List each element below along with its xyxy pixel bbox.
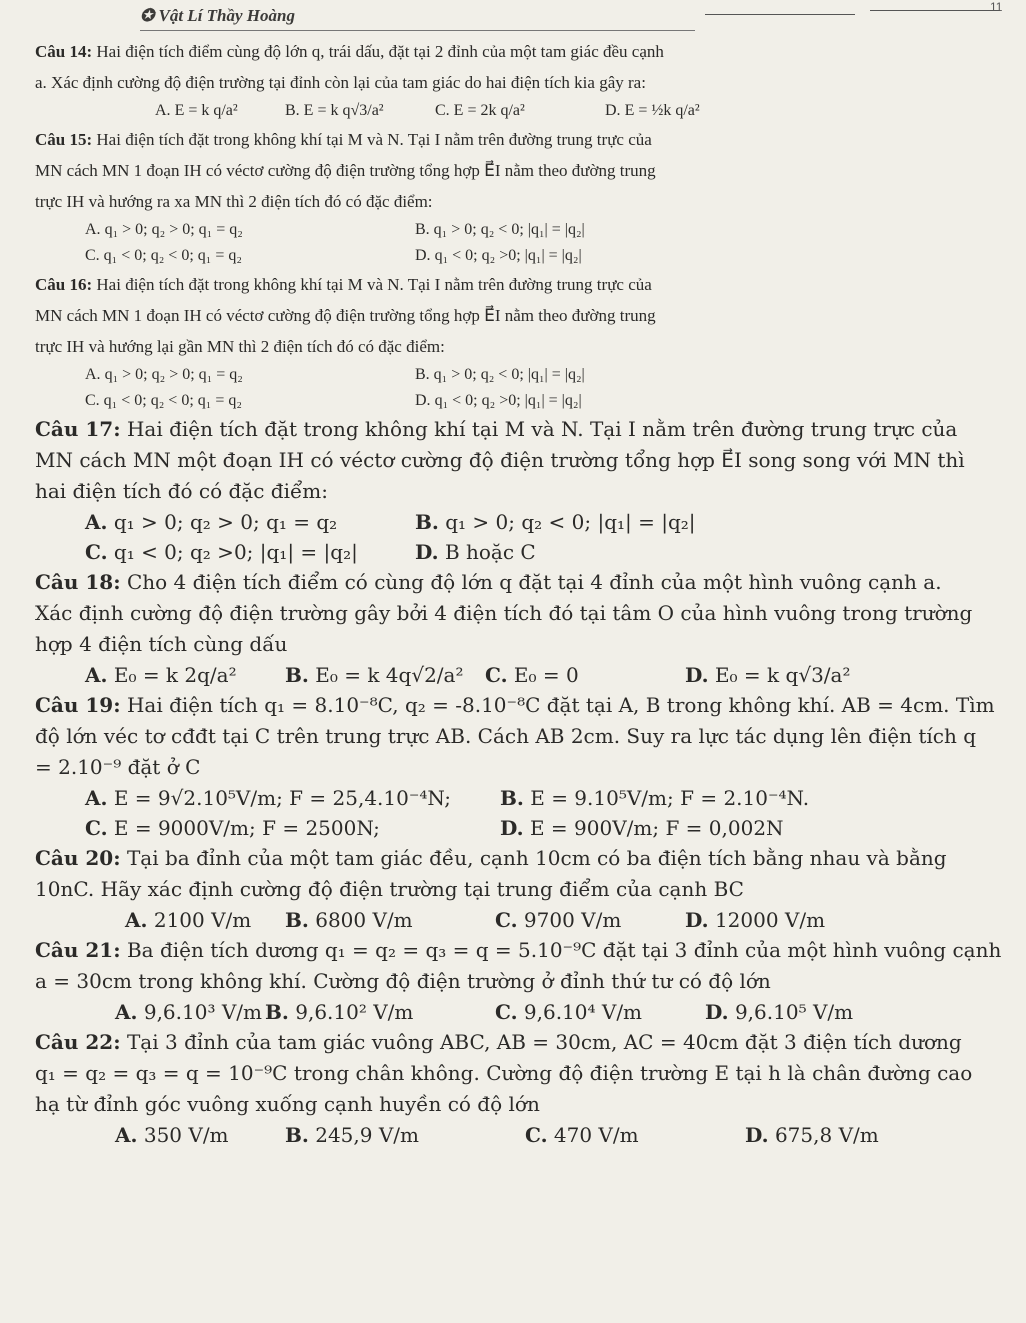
answer-option-c[interactable]: [85, 813, 380, 843]
question-line: [35, 67, 1020, 98]
answer-option-d[interactable]: [685, 660, 850, 690]
option-text: q₁ < 0; q₂ >0; |q₁| = |q₂|: [430, 247, 582, 264]
option-text: q₁ > 0; q₂ < 0; |q₁| = |q₂|: [429, 366, 585, 383]
question-line: [35, 414, 1020, 445]
page-corner-number: 11: [990, 0, 1003, 14]
option-key: D.: [605, 102, 621, 119]
answer-row: [85, 537, 1020, 567]
question-text: hạ từ đỉnh góc vuông xuống cạnh huyền có độ lớn: [35, 1092, 540, 1116]
compass-icon: ✪: [140, 6, 155, 25]
option-key: A.: [85, 221, 101, 238]
answer-row: [85, 243, 1020, 269]
answer-option-c[interactable]: [85, 243, 242, 269]
option-key: A.: [125, 908, 148, 932]
answer-option-a[interactable]: [85, 362, 243, 388]
question-22: [35, 1027, 1020, 1150]
answer-option-c[interactable]: [435, 98, 525, 124]
answer-option-b[interactable]: [285, 905, 413, 935]
option-text: E₀ = k 2q/a²: [107, 663, 237, 687]
question-line: [35, 690, 1020, 721]
answer-option-d[interactable]: [415, 388, 582, 414]
question-line: [35, 124, 1020, 155]
option-text: E₀ = k q√3/a²: [708, 663, 851, 687]
question-line: [35, 935, 1020, 966]
question-label: Câu 22:: [35, 1030, 121, 1054]
question-20: [35, 843, 1020, 935]
option-key: C.: [525, 1123, 548, 1147]
question-19: [35, 690, 1020, 843]
question-21: [35, 935, 1020, 1027]
question-text: a = 30cm trong không khí. Cường độ điện trường ở đỉnh thứ tư có độ lớn: [35, 969, 771, 993]
option-key: A.: [115, 1000, 138, 1024]
question-line: [35, 36, 1020, 67]
answer-option-d[interactable]: [415, 537, 536, 567]
question-text: hợp 4 điện tích cùng dấu: [35, 632, 288, 656]
answer-option-c[interactable]: [485, 660, 579, 690]
answer-row: [85, 813, 1020, 843]
question-line: [35, 186, 1020, 217]
question-line: [35, 598, 1020, 629]
question-line: [35, 1089, 1020, 1120]
answer-option-d[interactable]: [685, 905, 825, 935]
question-text: 10nC. Hãy xác định cường độ điện trường tại trung điểm của cạnh BC: [35, 877, 744, 901]
option-text: q₁ < 0; q₂ < 0; q₁ = q₂: [99, 247, 242, 264]
answer-option-a[interactable]: [125, 905, 251, 935]
question-line: [35, 331, 1020, 362]
question-text: Xác định cường độ điện trường gây bởi 4 điện tích đó tại tâm O của hình vuông trong trường: [35, 601, 973, 625]
answer-row: [85, 388, 1020, 414]
question-line: [35, 300, 1020, 331]
question-line: [35, 476, 1020, 507]
option-key: D.: [500, 816, 524, 840]
header-rule: [140, 30, 695, 31]
option-text: E = k q√3/a²: [299, 102, 384, 119]
answer-option-b[interactable]: [285, 98, 384, 124]
question-text: Hai điện tích điểm cùng độ lớn q, trái dấu, đặt tại 2 đỉnh của một tam giác đều cạnh: [96, 42, 664, 61]
answer-option-b[interactable]: [415, 362, 585, 388]
answer-row: [85, 1120, 1020, 1150]
answer-option-c[interactable]: [495, 905, 621, 935]
option-key: B.: [415, 366, 430, 383]
option-key: B.: [500, 786, 524, 810]
option-text: q₁ < 0; q₂ >0; |q₁| = |q₂|: [430, 392, 582, 409]
option-key: B.: [265, 1000, 289, 1024]
option-text: 245,9 V/m: [308, 1123, 419, 1147]
option-text: 2100 V/m: [147, 908, 252, 932]
question-text: Hai điện tích đặt trong không khí tại M và N. Tại I nằm trên đường trung trực của: [96, 130, 652, 149]
option-text: 9700 V/m: [517, 908, 622, 932]
option-text: 9,6.10⁵ V/m: [728, 1000, 854, 1024]
answer-option-a[interactable]: [85, 507, 337, 537]
option-text: q₁ > 0; q₂ > 0; q₁ = q₂: [100, 221, 243, 238]
option-key: C.: [495, 1000, 518, 1024]
question-text: hai điện tích đó có đặc điểm:: [35, 479, 328, 503]
answer-row: [85, 507, 1020, 537]
question-14: [35, 36, 1020, 124]
question-text: Tại ba đỉnh của một tam giác đều, cạnh 10cm có ba điện tích bằng nhau và bằng: [126, 846, 947, 870]
option-text: 9,6.10³ V/m: [137, 1000, 262, 1024]
option-key: A.: [155, 102, 171, 119]
option-key: C.: [85, 816, 108, 840]
option-text: 6800 V/m: [308, 908, 413, 932]
option-key: A.: [85, 510, 108, 534]
option-text: 12000 V/m: [708, 908, 826, 932]
question-text: MN cách MN một đoạn IH có véctơ cường độ điện trường tổng hợp E⃗I song song với MN thì: [35, 448, 965, 472]
answer-row: [85, 783, 1020, 813]
option-key: D.: [415, 540, 439, 564]
option-key: D.: [685, 908, 709, 932]
question-label: Câu 16:: [35, 275, 93, 294]
question-line: [35, 1027, 1020, 1058]
option-text: E = 9000V/m; F = 2500N;: [107, 816, 380, 840]
answer-option-c[interactable]: [495, 997, 642, 1027]
header-rule-3: [870, 10, 1000, 11]
option-key: D.: [415, 392, 431, 409]
question-label: Câu 20:: [35, 846, 121, 870]
question-line: [35, 445, 1020, 476]
header-title: ✪ Vật Lí Thầy Hoàng: [140, 6, 295, 25]
answer-row: [85, 997, 1020, 1027]
question-text: MN cách MN 1 đoạn IH có véctơ cường độ điện trường tổng hợp E⃗I nằm theo đường trung: [35, 161, 656, 180]
option-text: q₁ < 0; q₂ >0; |q₁| = |q₂|: [107, 540, 358, 564]
question-text: = 2.10⁻⁹ đặt ở C: [35, 755, 201, 779]
answer-row: [85, 660, 1020, 690]
question-text: MN cách MN 1 đoạn IH có véctơ cường độ điện trường tổng hợp E⃗I nằm theo đường trung: [35, 306, 656, 325]
answer-option-d[interactable]: [745, 1120, 879, 1150]
option-key: D.: [705, 1000, 729, 1024]
option-key: C.: [485, 663, 508, 687]
question-text: a. Xác định cường độ điện trường tại đỉnh còn lại của tam giác do hai điện tích kia gây ra:: [35, 73, 646, 92]
question-text: trực IH và hướng lại gần MN thì 2 điện tích đó có đặc điểm:: [35, 337, 445, 356]
option-text: E = 9√2.10⁵V/m; F = 25,4.10⁻⁴N;: [107, 786, 451, 810]
option-text: q₁ > 0; q₂ < 0; |q₁| = |q₂|: [438, 510, 696, 534]
answer-option-b[interactable]: [500, 783, 809, 813]
option-key: B.: [285, 908, 309, 932]
answer-option-a[interactable]: [155, 98, 238, 124]
question-text: Tại 3 đỉnh của tam giác vuông ABC, AB = 30cm, AC = 40cm đặt 3 điện tích dương: [126, 1030, 962, 1054]
option-text: q₁ > 0; q₂ > 0; q₁ = q₂: [107, 510, 338, 534]
answer-row: [85, 362, 1020, 388]
question-label: Câu 18:: [35, 570, 121, 594]
option-text: q₁ > 0; q₂ > 0; q₁ = q₂: [100, 366, 243, 383]
answer-option-a[interactable]: [85, 217, 243, 243]
answer-option-c[interactable]: [85, 537, 358, 567]
question-text: Cho 4 điện tích điểm có cùng độ lớn q đặt tại 4 đỉnh của một hình vuông cạnh a.: [126, 570, 942, 594]
question-line: [35, 843, 1020, 874]
question-line: [35, 629, 1020, 660]
answer-option-b[interactable]: [415, 217, 585, 243]
question-text: Ba điện tích dương q₁ = q₂ = q₃ = q = 5.10⁻⁹C đặt tại 3 đỉnh của một hình vuông cạnh: [126, 938, 1002, 962]
option-text: E₀ = 0: [507, 663, 579, 687]
answer-row: [85, 98, 1020, 124]
question-18: [35, 567, 1020, 690]
option-key: C.: [85, 247, 100, 264]
option-text: E = 9.10⁵V/m; F = 2.10⁻⁴N.: [523, 786, 810, 810]
option-key: C.: [435, 102, 450, 119]
option-key: B.: [415, 221, 430, 238]
question-label: Câu 19:: [35, 693, 121, 717]
option-text: E = k q/a²: [170, 102, 238, 119]
option-key: B.: [285, 102, 300, 119]
option-text: B hoặc C: [438, 540, 536, 564]
answer-option-d[interactable]: [415, 243, 582, 269]
question-label: Câu 21:: [35, 938, 121, 962]
option-key: B.: [415, 510, 439, 534]
option-text: 9,6.10⁴ V/m: [517, 1000, 643, 1024]
option-text: 470 V/m: [547, 1123, 639, 1147]
answer-option-d[interactable]: [705, 997, 853, 1027]
option-text: q₁ < 0; q₂ < 0; q₁ = q₂: [99, 392, 242, 409]
option-text: q₁ > 0; q₂ < 0; |q₁| = |q₂|: [429, 221, 585, 238]
question-line: [35, 1058, 1020, 1089]
answer-option-d[interactable]: [605, 98, 700, 124]
question-label: Câu 15:: [35, 130, 93, 149]
answer-option-d[interactable]: [500, 813, 784, 843]
option-key: A.: [115, 1123, 138, 1147]
option-text: E₀ = k 4q√2/a²: [308, 663, 464, 687]
answer-option-b[interactable]: [285, 1120, 419, 1150]
question-15: [35, 124, 1020, 269]
answer-option-b[interactable]: [415, 507, 696, 537]
question-line: [35, 966, 1020, 997]
question-line: [35, 752, 1020, 783]
answer-option-c[interactable]: [85, 388, 242, 414]
option-key: C.: [495, 908, 518, 932]
answer-option-a[interactable]: [115, 1120, 229, 1150]
question-17: [35, 414, 1020, 567]
question-text: độ lớn véc tơ cđđt tại C trên trung trực AB. Cách AB 2cm. Suy ra lực tác dụng lên điện tích q: [35, 724, 977, 748]
answer-row: [85, 905, 1020, 935]
option-key: B.: [285, 663, 309, 687]
option-key: A.: [85, 366, 101, 383]
answer-option-a[interactable]: [115, 997, 262, 1027]
option-key: C.: [85, 392, 100, 409]
option-text: 9,6.10² V/m: [288, 1000, 414, 1024]
option-key: D.: [685, 663, 709, 687]
question-line: [35, 567, 1020, 598]
question-text: Hai điện tích đặt trong không khí tại M và N. Tại I nằm trên đường trung trực của: [126, 417, 958, 441]
header-rule-2: [705, 14, 855, 15]
option-text: 350 V/m: [137, 1123, 229, 1147]
question-text: Hai điện tích q₁ = 8.10⁻⁸C, q₂ = -8.10⁻⁸C đặt tại A, B trong không khí. AB = 4cm. Tìm: [126, 693, 995, 717]
question-16: [35, 269, 1020, 414]
answer-option-b[interactable]: [265, 997, 413, 1027]
option-text: E = ½k q/a²: [620, 102, 700, 119]
questions-container: [35, 36, 1020, 1150]
answer-option-c[interactable]: [525, 1120, 639, 1150]
option-text: 675,8 V/m: [768, 1123, 879, 1147]
option-text: E = 900V/m; F = 0,002N: [523, 816, 784, 840]
question-label: Câu 17:: [35, 417, 121, 441]
question-text: Hai điện tích đặt trong không khí tại M và N. Tại I nằm trên đường trung trực của: [96, 275, 652, 294]
question-line: [35, 155, 1020, 186]
option-key: B.: [285, 1123, 309, 1147]
question-line: [35, 721, 1020, 752]
option-key: D.: [415, 247, 431, 264]
question-text: q₁ = q₂ = q₃ = q = 10⁻⁹C trong chân không. Cường độ điện trường E tại h là chân đường cao: [35, 1061, 973, 1085]
answer-option-a[interactable]: [85, 660, 237, 690]
answer-row: [85, 217, 1020, 243]
question-line: [35, 269, 1020, 300]
question-label: Câu 14:: [35, 42, 93, 61]
option-key: A.: [85, 663, 108, 687]
option-text: E = 2k q/a²: [449, 102, 525, 119]
question-text: trực IH và hướng ra xa MN thì 2 điện tích đó có đặc điểm:: [35, 192, 433, 211]
question-line: [35, 874, 1020, 905]
option-key: D.: [745, 1123, 769, 1147]
option-key: A.: [85, 786, 108, 810]
answer-option-a[interactable]: [85, 783, 451, 813]
option-key: C.: [85, 540, 108, 564]
answer-option-b[interactable]: [285, 660, 463, 690]
